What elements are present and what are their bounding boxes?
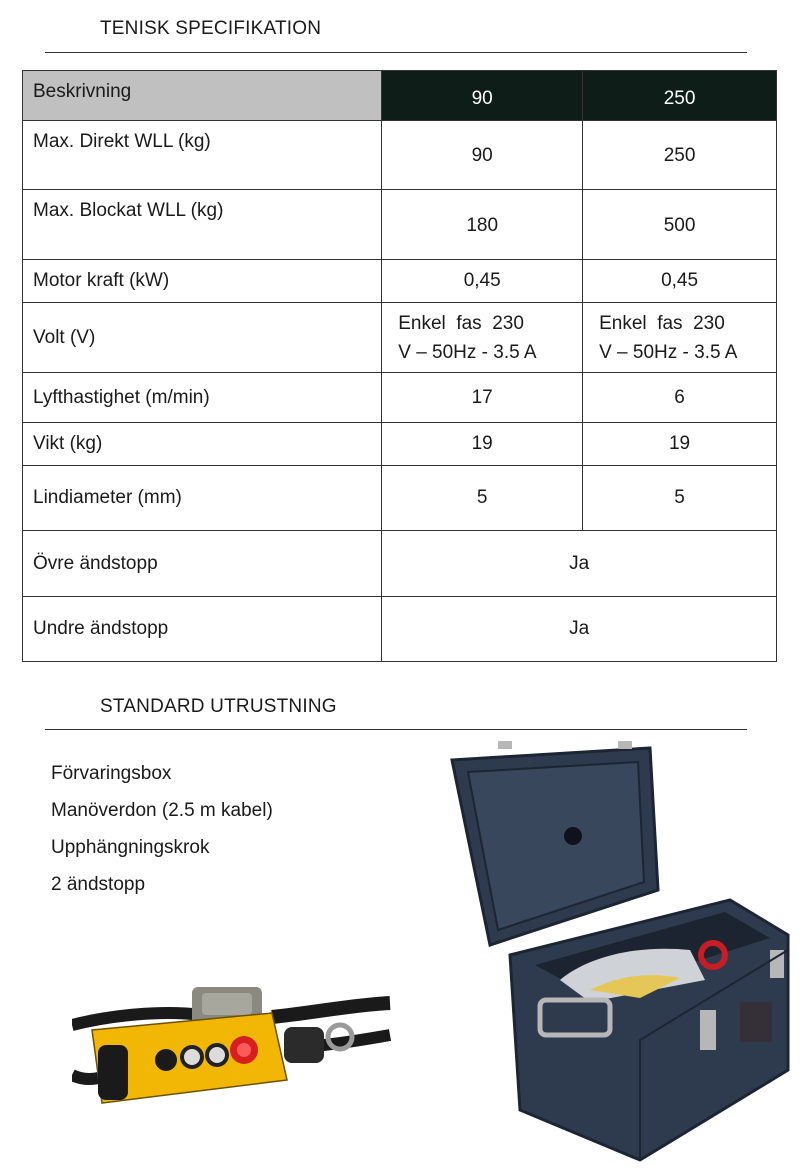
row-value: 500 xyxy=(583,190,777,260)
spec-table xyxy=(22,70,777,662)
spec-divider xyxy=(45,52,747,53)
list-item: 2 ändstopp xyxy=(51,874,146,895)
table-row xyxy=(23,260,777,303)
list-item: Manöverdon (2.5 m kabel) xyxy=(51,800,273,821)
row-value: 90 xyxy=(382,121,583,190)
row-value: Ja xyxy=(382,531,777,597)
row-value: 5 xyxy=(583,466,777,531)
volt-line-1: Enkel fas 230 xyxy=(599,312,725,334)
row-label: Undre ändstopp xyxy=(23,597,382,662)
table-row xyxy=(23,597,777,662)
row-value xyxy=(382,303,583,373)
table-row xyxy=(23,531,777,597)
equipment-divider xyxy=(45,729,747,730)
row-label: Volt (V) xyxy=(23,303,382,373)
equipment-list xyxy=(51,763,273,911)
row-value xyxy=(583,303,777,373)
row-value: Ja xyxy=(382,597,777,662)
table-row xyxy=(23,303,777,373)
equipment-section-title: STANDARD UTRUSTNING xyxy=(100,696,337,717)
table-row xyxy=(23,423,777,466)
row-value: 17 xyxy=(382,373,583,423)
row-value: 180 xyxy=(382,190,583,260)
pendant-controller-image xyxy=(72,985,392,1110)
table-row xyxy=(23,190,777,260)
row-value: 5 xyxy=(382,466,583,531)
spec-section-title: TENISK SPECIFIKATION xyxy=(100,18,322,39)
row-value: 0,45 xyxy=(583,260,777,303)
row-label: Lyfthastighet (m/min) xyxy=(23,373,382,423)
row-label: Max. Direkt WLL (kg) xyxy=(23,121,382,190)
header-col-90: 90 xyxy=(382,71,583,121)
list-item: Förvaringsbox xyxy=(51,763,172,784)
list-item: Upphängningskrok xyxy=(51,837,210,858)
table-row xyxy=(23,373,777,423)
volt-line-2: V – 50Hz - 3.5 A xyxy=(599,341,738,363)
header-label-cell: Beskrivning xyxy=(23,71,382,121)
volt-line-2: V – 50Hz - 3.5 A xyxy=(398,341,537,363)
row-value: 6 xyxy=(583,373,777,423)
row-value: 250 xyxy=(583,121,777,190)
row-label: Vikt (kg) xyxy=(23,423,382,466)
table-row xyxy=(23,121,777,190)
row-label: Övre ändstopp xyxy=(23,531,382,597)
row-value: 0,45 xyxy=(382,260,583,303)
row-value: 19 xyxy=(583,423,777,466)
volt-line-1: Enkel fas 230 xyxy=(398,312,524,334)
row-label: Max. Blockat WLL (kg) xyxy=(23,190,382,260)
header-col-250: 250 xyxy=(583,71,777,121)
storage-box-image xyxy=(440,740,800,1165)
table-row xyxy=(23,466,777,531)
row-value: 19 xyxy=(382,423,583,466)
row-label: Motor kraft (kW) xyxy=(23,260,382,303)
row-label: Lindiameter (mm) xyxy=(23,466,382,531)
table-header-row xyxy=(23,71,777,121)
